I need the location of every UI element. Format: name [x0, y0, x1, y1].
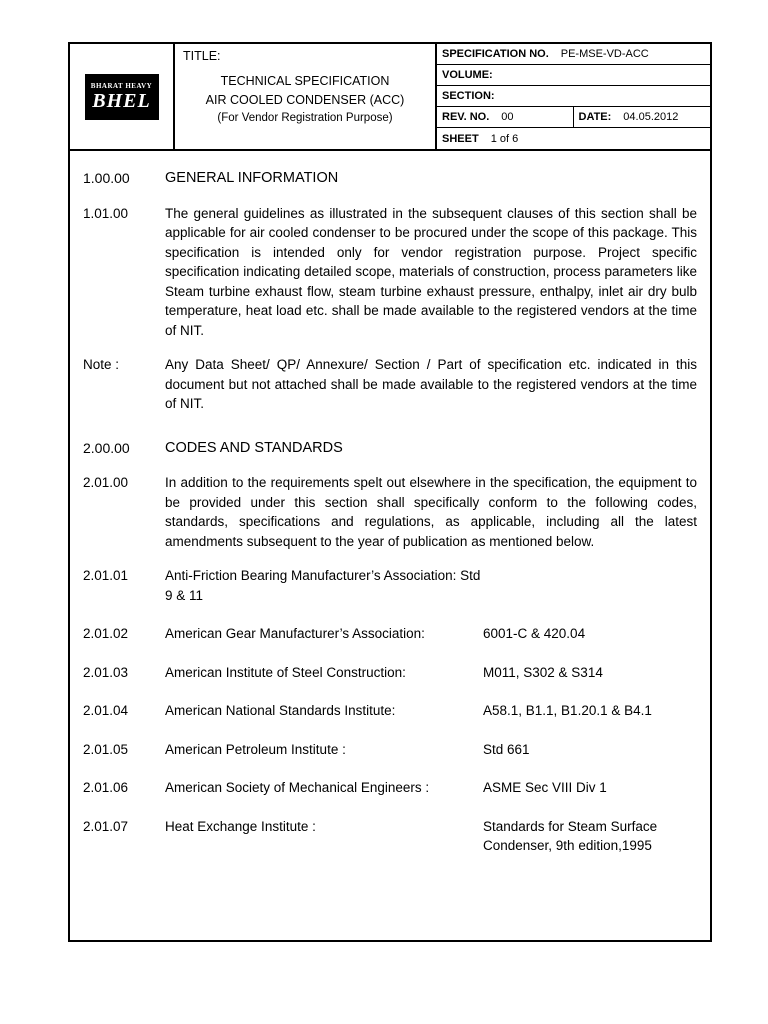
standard-row — [83, 778, 697, 798]
standard-value: ASME Sec VIII Div 1 — [483, 780, 607, 795]
rev-no-cell — [437, 107, 574, 127]
standard-name: Heat Exchange Institute : — [165, 818, 316, 834]
title-line-1: TECHNICAL SPECIFICATION — [220, 74, 390, 88]
standard-number: 2.01.07 — [83, 818, 129, 834]
rev-no-value: 00 — [501, 111, 514, 123]
title-cell — [175, 44, 437, 149]
standard-row — [83, 663, 697, 683]
logo-main-text: BHEL — [92, 89, 151, 112]
standard-row — [83, 701, 697, 721]
standard-value: Standards for Steam Surface Condenser, 9th edition,1995 — [483, 818, 658, 853]
standard-row — [83, 624, 697, 644]
standard-number: 2.01.02 — [83, 626, 129, 641]
logo-top-text: BHARAT HEAVY — [90, 81, 153, 90]
standard-number: 2.01.01 — [83, 568, 129, 583]
document-page — [68, 42, 712, 942]
standard-name: American National Standards Institute: — [165, 703, 396, 718]
note-text: Any Data Sheet/ QP/ Annexure/ Section / Part of specification etc. indicated in this document but not attached shall be made available to the registered vendors at the time of NIT. — [165, 357, 697, 411]
clause-2-01-00-number: 2.01.00 — [83, 475, 129, 490]
document-header — [70, 44, 710, 151]
section-1-number: 1.00.00 — [83, 170, 130, 186]
clause-1-01-00-number: 1.01.00 — [83, 205, 129, 221]
clause-2-01-00-text: In addition to the requirements spelt out elsewhere in the specification, the equipment to be provided under this section shall specifically conform to the following codes, standards, specifications and regulations, as applicable, including all the latest amendments subsequent to the year of publication as mentioned below. — [165, 475, 697, 549]
section-2-number: 2.00.00 — [83, 439, 130, 456]
section-1-title: GENERAL INFORMATION — [165, 170, 339, 186]
standard-number: 2.01.05 — [83, 741, 129, 757]
clause-2-01-00 — [83, 473, 697, 551]
clause-1-01-00-text: The general guidelines as illustrated in the subsequent clauses of this section shall be applicable for air cooled condenser to be procured under the scope of this package. This specification is intended only for vendor registration purpose. Project specific specification indicating detailed scope, materials of construction, process parameters like Steam turbine exhaust flow, steam turbine exhaust pressure, enthalpy, inlet air dry bulb temperature, heat load etc. shall be made available to the registered vendors at the time of NIT. — [165, 205, 697, 338]
spec-no-value: PE-MSE-VD-ACC — [560, 48, 649, 60]
bhel-logo — [85, 74, 159, 120]
standard-row — [83, 566, 697, 605]
clause-1-01-00 — [83, 204, 697, 341]
standard-number: 2.01.06 — [83, 780, 129, 795]
standard-value: M011, S302 & S314 — [483, 664, 603, 680]
sheet-value: 1 of 6 — [490, 132, 519, 145]
standard-value — [483, 566, 697, 605]
title-label: TITLE: — [183, 49, 221, 63]
sheet-label: SHEET — [442, 132, 479, 145]
rev-no-label: REV. NO. — [442, 111, 490, 123]
standard-name: Anti-Friction Bearing Manufacturer’s Association: Std 9 & 11 — [165, 568, 481, 603]
logo-cell — [70, 44, 175, 149]
standard-name: American Petroleum Institute : — [165, 741, 346, 757]
header-fields — [437, 44, 710, 149]
spec-no-row — [437, 44, 710, 65]
title-line-2: AIR COOLED CONDENSER (ACC) — [205, 93, 405, 107]
section-2-title: CODES AND STANDARDS — [165, 439, 343, 456]
standard-number: 2.01.03 — [83, 664, 129, 680]
section-codes-standards-heading — [83, 439, 697, 459]
sheet-row — [437, 128, 710, 149]
section-row — [437, 86, 710, 107]
date-cell — [574, 107, 711, 127]
note-block — [83, 355, 697, 414]
standard-name: American Society of Mechanical Engineers : — [165, 780, 430, 795]
spec-no-label: SPECIFICATION NO. — [442, 48, 549, 60]
standard-value: Std 661 — [483, 741, 530, 757]
volume-label: VOLUME: — [442, 69, 493, 81]
standard-row — [83, 740, 697, 760]
document-body — [70, 151, 710, 856]
standard-name: American Gear Manufacturer’s Association: — [165, 626, 425, 641]
section-label: SECTION: — [442, 90, 495, 102]
section-spacer — [83, 429, 697, 439]
rev-date-row — [437, 107, 710, 128]
date-value: 04.05.2012 — [623, 111, 679, 123]
title-line-3: (For Vendor Registration Purpose) — [217, 112, 393, 124]
volume-row — [437, 65, 710, 86]
standard-name: American Institute of Steel Construction: — [165, 664, 406, 680]
standard-value: A58.1, B1.1, B1.20.1 & B4.1 — [483, 703, 652, 718]
section-general-information-heading — [83, 169, 697, 189]
date-label: DATE: — [578, 111, 612, 123]
standard-row — [83, 817, 697, 856]
note-label: Note : — [83, 357, 120, 372]
standard-value: 6001-C & 420.04 — [483, 626, 586, 641]
standard-number: 2.01.04 — [83, 703, 129, 718]
